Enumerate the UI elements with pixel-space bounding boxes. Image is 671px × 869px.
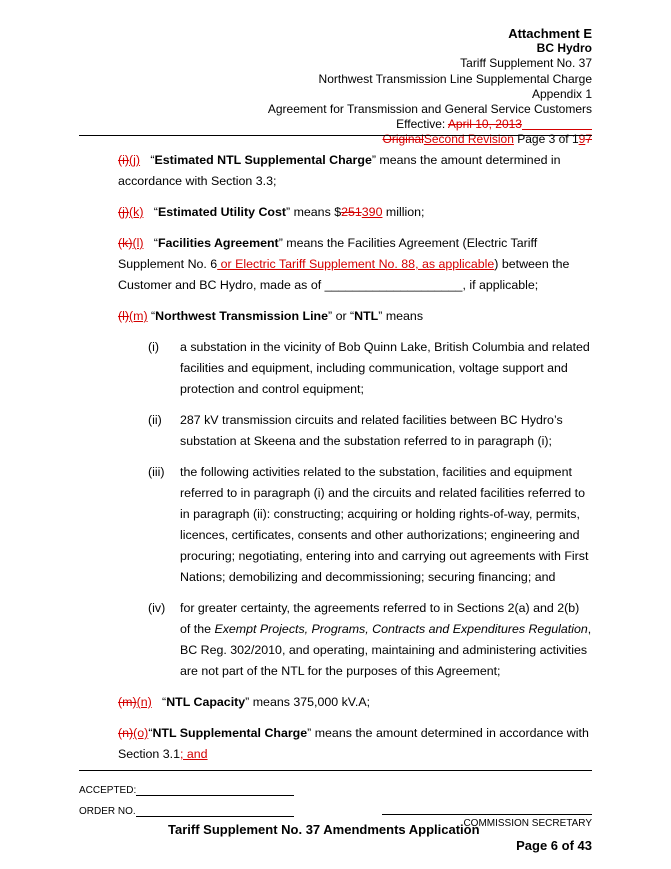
commission-secretary: COMMISSION SECRETARY	[463, 818, 592, 829]
appendix-label: Appendix 1	[531, 86, 592, 101]
revision-new: Second Revision	[423, 132, 514, 147]
footer-rule	[79, 770, 592, 771]
agreement-title: Agreement for Transmission and General Service Customers	[267, 102, 592, 117]
charge-title: Northwest Transmission Line Supplemental Charge	[318, 71, 592, 86]
secretary-line	[382, 814, 592, 815]
tariff-supplement: Tariff Supplement No. 37	[460, 56, 592, 71]
def-l: (k)(l) “Facilities Agreement” means the Facilities Agreement (Electric Tariff Supplement No. 6 or Electric Tariff Supplement No. 88, as applicable) between the Customer and BC Hydro, made as of ____________________, if applicable;	[118, 236, 570, 292]
accepted-field: ACCEPTED:	[79, 785, 294, 796]
def-m: (l)(m) “Northwest Transmission Line” or “NTL” means	[118, 309, 424, 323]
def-j: (i)(j) “Estimated NTL Supplemental Charge” means the amount determined in accordance with Section 3.3;	[118, 153, 561, 188]
page-old-digit: 7	[585, 132, 592, 147]
ntl-item-iii: (iii) the following activities related to the substation, facilities and equipment referred to in paragraph (i) and the circuits and related facilities referred to in paragraph (ii): constructing; acquiring or holding rights-of-way, permits, licences, certificates, consents and other authorizations; engineering and procuring; negotiating, entering into and carrying out agreements with First Nations; demobilizing and decommissioning; securing financing; and	[148, 465, 589, 584]
revision-old: Original	[382, 132, 424, 147]
definitions	[118, 150, 592, 765]
ntl-item-i: (i) a substation in the vicinity of Bob Quinn Lake, British Columbia and related facilities and equipment, including communication, voltage support and protection and control equipment;	[148, 340, 590, 396]
def-n: (m)(n) “NTL Capacity” means 375,000 kV.A;	[118, 695, 371, 709]
ntl-item-ii: (ii) 287 kV transmission circuits and related facilities between BC Hydro’s substation at Skeena and the substation referred to in paragraph (i);	[148, 413, 563, 448]
footer-title: Tariff Supplement No. 37 Amendments Application	[168, 822, 480, 837]
def-o: (n)(o)“NTL Supplemental Charge” means the amount determined in accordance with Section 3.1; and	[118, 726, 589, 761]
footer-page-number: Page 6 of 43	[516, 838, 592, 853]
page-header	[268, 26, 592, 148]
company-name: BC Hydro	[536, 41, 592, 56]
attachment-label: Attachment E	[508, 26, 592, 41]
def-k: (j)(k) “Estimated Utility Cost” means $251390 million;	[118, 205, 425, 219]
order-field: ORDER NO.	[79, 806, 294, 817]
effective-old-date: April 10, 2013	[447, 117, 522, 132]
header-rule	[79, 135, 592, 136]
effective-line: Effective: April 10, 2013	[396, 117, 522, 132]
page-new-digit: 9	[578, 132, 586, 147]
revision-line: OriginalSecond Revision Page 3 of 197	[382, 132, 592, 147]
ntl-item-iv: (iv) for greater certainty, the agreements referred to in Sections 2(a) and 2(b) of the Exempt Projects, Programs, Contracts and Expenditures Regulation, BC Reg. 302/2010, and operating, maintaining and administering activities are not part of the NTL for the purposes of this Agreement;	[148, 601, 592, 678]
